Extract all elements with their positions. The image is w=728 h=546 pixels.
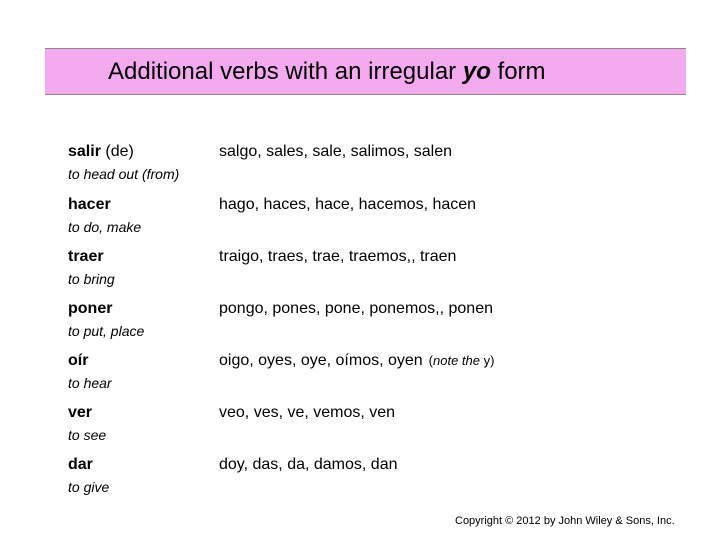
verb-conjugation xyxy=(219,352,494,370)
verb-meaning: to give xyxy=(68,479,110,495)
title-prefix: Additional verbs with an irregular xyxy=(108,58,463,85)
verb-meaning: to bring xyxy=(68,271,115,287)
verb-conjugation: doy, das, da, damos, dan xyxy=(219,456,398,473)
copyright-notice: Copyright © 2012 by John Wiley & Sons, Inc. xyxy=(455,515,675,527)
verb-meaning: to see xyxy=(68,427,107,443)
verb-infinitive: traer xyxy=(68,248,104,265)
title-bar xyxy=(45,48,686,95)
verb-conjugation: pongo, pones, pone, ponemos,, ponen xyxy=(219,300,493,317)
verb-conjugation-text: oigo, oyes, oye, oímos, oyen xyxy=(219,352,423,369)
note-open: ( xyxy=(428,353,434,368)
verb-line xyxy=(68,143,134,161)
verb-line xyxy=(68,352,88,370)
verb-line xyxy=(68,300,112,318)
verb-line xyxy=(68,456,93,474)
verb-infinitive: dar xyxy=(68,456,93,473)
verb-meaning: to put, place xyxy=(68,323,145,339)
title-emphasis: yo xyxy=(462,58,491,85)
note xyxy=(429,353,495,368)
verb-meaning: to head out (from) xyxy=(68,166,180,182)
verb-conjugation: traigo, traes, trae, traemos,, traen xyxy=(219,248,457,265)
verb-infinitive: ver xyxy=(68,404,93,421)
note-rest: y) xyxy=(480,353,495,368)
verb-conjugation: veo, ves, ve, vemos, ven xyxy=(219,404,396,421)
verb-infinitive: poner xyxy=(68,300,113,317)
verb-extra: (de) xyxy=(100,143,134,160)
verb-conjugation: salgo, sales, sale, salimos, salen xyxy=(219,143,452,160)
verb-meaning: to hear xyxy=(68,375,112,391)
verb-line xyxy=(68,404,92,422)
slide-title xyxy=(108,59,546,85)
verb-infinitive: oír xyxy=(68,352,89,369)
verb-line xyxy=(68,196,111,214)
verb-infinitive: hacer xyxy=(68,196,111,213)
verb-infinitive: salir xyxy=(68,143,101,160)
verb-line xyxy=(68,248,104,266)
verb-meaning: to do, make xyxy=(68,219,142,235)
title-suffix: form xyxy=(490,58,546,85)
verb-conjugation: hago, haces, hace, hacemos, hacen xyxy=(219,196,477,213)
note-italic: note the xyxy=(433,353,481,368)
